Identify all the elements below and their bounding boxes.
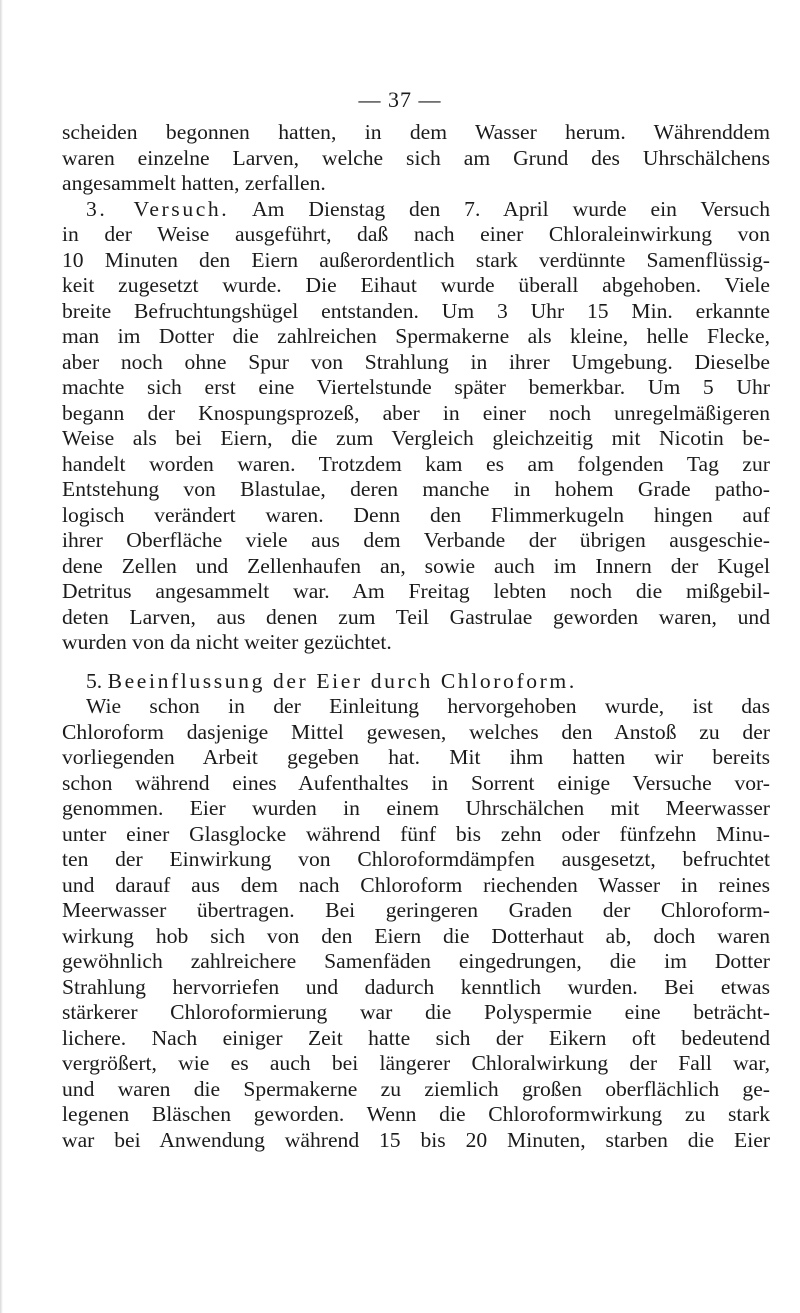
text-line: und waren die Spermakerne zu ziemlich großen oberflächlich ge- bbox=[62, 1076, 770, 1101]
text-line: machte sich erst eine Viertelstunde später bemerkbar. Um 5 Uhr bbox=[62, 375, 770, 399]
text-line: Chloroform dasjenige Mittel gewesen, welches den Anstoß zu der bbox=[62, 719, 770, 744]
paragraph-versuch-3 bbox=[62, 197, 770, 656]
text-line: vorliegenden Arbeit gegeben hat. Mit ihm hatten wir bereits bbox=[62, 745, 770, 769]
paragraph-continuation bbox=[62, 120, 770, 197]
section-heading bbox=[62, 669, 770, 695]
section-number: 5. bbox=[86, 668, 103, 693]
text-line: wurden von da nicht weiter gezüchtet. bbox=[62, 630, 392, 654]
paragraph-heading: 3. Versuch. bbox=[86, 196, 230, 221]
text-line-content: Am Dienstag den 7. April wurde ein Versuch bbox=[252, 196, 770, 221]
text-line: in der Weise ausgeführt, daß nach einer Chloraleinwirkung von bbox=[62, 222, 770, 246]
text-line: schon während eines Aufenthaltes in Sorrent einige Versuche vor- bbox=[62, 770, 770, 795]
section-title: Beeinflussung der Eier durch Chloroform. bbox=[107, 668, 577, 693]
text-line: 10 Minuten den Eiern außerordentlich stark verdünnte Samenflüssig- bbox=[62, 247, 770, 272]
text-line: und darauf aus dem nach Chloroform riechenden Wasser in reines bbox=[62, 872, 770, 897]
text-line: Strahlung hervorriefen und dadurch kenntlich wurden. Bei etwas bbox=[62, 974, 770, 999]
text-line: war bei Anwendung während 15 bis 20 Minuten, starben die Eier bbox=[62, 1127, 770, 1152]
text-line: dene Zellen und Zellenhaufen an, sowie auch im Innern der Kugel bbox=[62, 553, 770, 578]
page-number: — 37 — bbox=[358, 87, 442, 112]
text-line: ten der Einwirkung von Chloroformdämpfen ausgesetzt, befruchtet bbox=[62, 847, 770, 871]
text-line: legenen Bläschen geworden. Wenn die Chloroformwirkung zu stark bbox=[62, 1102, 770, 1126]
section-heading-line bbox=[62, 669, 770, 695]
scan-edge-shadow bbox=[0, 0, 3, 1313]
text-line: keit zugesetzt wurde. Die Eihaut wurde überall abgehoben. Viele bbox=[62, 273, 770, 297]
text-line: Detritus angesammelt war. Am Freitag lebten noch die mißgebil- bbox=[62, 579, 770, 603]
text-line: wirkung hob sich von den Eiern die Dotterhaut ab, doch waren bbox=[62, 923, 770, 948]
text-line: lichere. Nach einiger Zeit hatte sich der Eikern oft bedeutend bbox=[62, 1025, 770, 1050]
text-line: logisch verändert waren. Denn den Flimmerkugeln hingen auf bbox=[62, 502, 770, 527]
text-line: deten Larven, aus denen zum Teil Gastrulae geworden waren, und bbox=[62, 604, 770, 629]
text-line: stärkerer Chloroformierung war die Polyspermie eine beträcht- bbox=[62, 1000, 770, 1024]
body-text bbox=[62, 120, 770, 1153]
text-line: Entstehung von Blastulae, deren manche in hohem Grade patho- bbox=[62, 477, 770, 501]
text-line: unter einer Glasglocke während fünf bis zehn oder fünfzehn Minu- bbox=[62, 821, 770, 846]
text-line: waren einzelne Larven, welche sich am Grund des Uhrschälchens bbox=[62, 145, 770, 170]
text-line: angesammelt hatten, zerfallen. bbox=[62, 171, 326, 195]
text-line: man im Dotter die zahlreichen Spermakerne als kleine, helle Flecke, bbox=[62, 324, 770, 348]
text-line: scheiden begonnen hatten, in dem Wasser herum. Währenddem bbox=[62, 120, 770, 144]
text-line: Wie schon in der Einleitung hervorgehoben wurde, ist das bbox=[86, 694, 770, 718]
text-line: ihrer Oberfläche viele aus dem Verbande der übrigen ausgeschie- bbox=[62, 528, 770, 552]
text-line: Weise als bei Eiern, die zum Vergleich gleichzeitig mit Nicotin be- bbox=[62, 426, 770, 450]
text-line: breite Befruchtungshügel entstanden. Um 3 Uhr 15 Min. erkannte bbox=[62, 298, 770, 323]
text-line: handelt worden waren. Trotzdem kam es am folgenden Tag zur bbox=[62, 451, 770, 476]
text-line bbox=[62, 197, 770, 223]
text-line: begann der Knospungsprozeß, aber in einer noch unregelmäßigeren bbox=[62, 400, 770, 425]
paragraph-chloroform bbox=[62, 694, 770, 1153]
text-line: Meerwasser übertragen. Bei geringeren Graden der Chloroform- bbox=[62, 898, 770, 922]
text-line: gewöhnlich zahlreichere Samenfäden eingedrungen, die im Dotter bbox=[62, 949, 770, 973]
text-line: vergrößert, wie es auch bei längerer Chloralwirkung der Fall war, bbox=[62, 1051, 770, 1075]
section-gap bbox=[62, 656, 770, 669]
text-line: aber noch ohne Spur von Strahlung in ihrer Umgebung. Dieselbe bbox=[62, 349, 770, 374]
text-line: genommen. Eier wurden in einem Uhrschälchen mit Meerwasser bbox=[62, 796, 770, 820]
